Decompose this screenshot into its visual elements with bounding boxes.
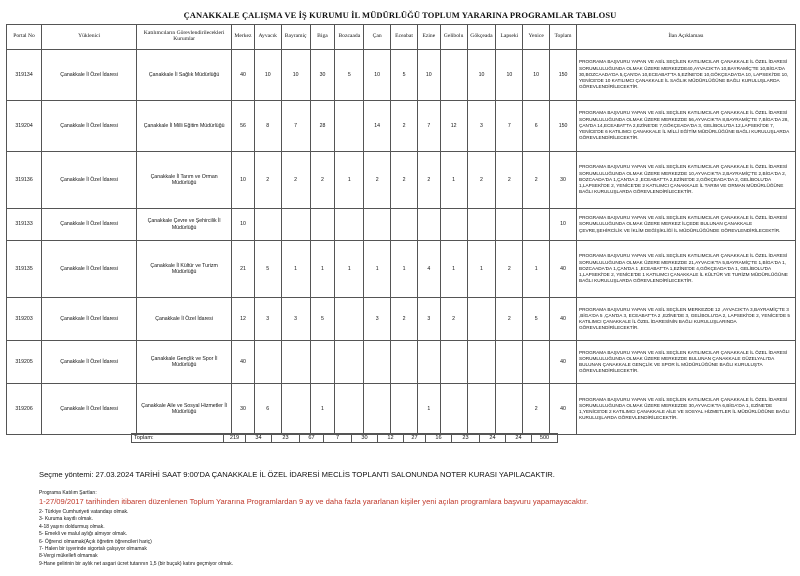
district-count-cell: 2 (417, 152, 440, 209)
contractor-cell: Çanakkale İl Özel İdaresi (42, 209, 137, 241)
district-total-cell: 12 (378, 434, 404, 443)
district-count-cell: 2 (523, 152, 550, 209)
district-count-cell (391, 341, 418, 384)
district-count-cell (467, 298, 496, 341)
district-count-cell (467, 209, 496, 241)
district-total-cell: 24 (480, 434, 506, 443)
institution-cell: Çanakkale İl Sağlık Müdürlüğü (137, 50, 232, 101)
contractor-cell: Çanakkale İl Özel İdaresi (42, 384, 137, 435)
condition-item: 3- Kuruma kayıtlı olmak. (39, 516, 93, 523)
district-count-cell: 30 (310, 50, 335, 101)
district-count-cell: 6 (523, 101, 550, 152)
contractor-cell: Çanakkale İl Özel İdaresi (42, 241, 137, 298)
institution-cell: Çanakkale İl Tarım ve Orman Müdürlüğü (137, 152, 232, 209)
district-total-cell: 16 (426, 434, 452, 443)
district-count-cell (335, 384, 364, 435)
district-count-cell: 14 (364, 101, 391, 152)
district-count-cell: 2 (467, 152, 496, 209)
district-count-cell (254, 209, 281, 241)
district-count-cell (335, 298, 364, 341)
district-total-cell: 219 (224, 434, 246, 443)
district-count-cell (417, 209, 440, 241)
district-count-cell (440, 384, 467, 435)
description-cell: PROGRAMA BAŞVURU YAPAN VE ASİL SEÇİLEN KATILIMCILAR ÇANAKKALE İL ÖZEL İDARESİ SORUMLULUĞUNDA OLMAK ÜZERE MERKEZDE 56,AYVACIK'TA 8,BAYRAMİÇ'TE 7,BİGA'DA 28, ÇAN'DA 14,ECEABAT'TA 2,EZİNE'DE 7,GÖKÇEADA'DA 3, GELİBOLU'DA 12,LAPSEKİ'DE 7, YENİCE'DE 6 KATILIMCI ÇANAKKALE İL MİLLİ EĞİTİM MÜDÜRLÜĞÜNE BAĞLI KURULUŞLARDA GÖREVLENDİRİLECEKTİR. (576, 101, 795, 152)
district-count-cell (496, 384, 523, 435)
district-count-cell (364, 341, 391, 384)
district-count-cell: 2 (254, 152, 281, 209)
district-count-cell: 2 (496, 241, 523, 298)
district-count-cell: 10 (232, 152, 255, 209)
district-count-cell (440, 341, 467, 384)
district-count-cell (364, 384, 391, 435)
district-count-cell: 1 (523, 241, 550, 298)
district-count-cell: 1 (335, 152, 364, 209)
district-count-cell (281, 384, 310, 435)
selection-method: Seçme yöntemi: 27.03.2024 TARİHİ SAAT 9:00'DA ÇANAKKALE İL ÖZEL İDARESİ MECLİS TOPLANTI SALONUNDA NOTER KURASI YAPILACAKTIR. (39, 470, 555, 479)
district-count-cell (467, 341, 496, 384)
row-total-cell: 40 (550, 384, 577, 435)
contractor-cell: Çanakkale İl Özel İdaresi (42, 341, 137, 384)
table-header-row (7, 25, 796, 50)
column-header: Gökçeada (467, 25, 496, 50)
district-total-cell: 34 (246, 434, 272, 443)
description-cell: PROGRAMA BAŞVURU YAPAN VE ASİL SEÇİLEN KATILIMCILAR ÇANAKKALE İL ÖZEL İDARESİ SORUMLULUĞUNDA OLMAK ÜZERE MERKEZDE 30,AYVACIK'TA 6,BİGA'DA 1, EZİNE'DE 1,YENİCE'DE 2 KATILIMCI ÇANAKKALE AİLE VE SOSYAL HİZMETLER İL MÜDÜRLÜĞÜNE BAĞLI KURULUŞLARDA GÖREVLENDİRİLECEKTİR. (576, 384, 795, 435)
portal-no-cell: 319204 (7, 101, 42, 152)
totals-label: Toplam: (132, 434, 224, 443)
district-count-cell: 6 (254, 384, 281, 435)
district-count-cell: 1 (335, 241, 364, 298)
district-count-cell: 1 (440, 241, 467, 298)
district-count-cell: 2 (391, 298, 418, 341)
district-count-cell (335, 101, 364, 152)
district-count-cell (364, 209, 391, 241)
district-count-cell: 3 (364, 298, 391, 341)
district-total-cell: 7 (324, 434, 352, 443)
district-count-cell (254, 341, 281, 384)
column-header: Yenice (523, 25, 550, 50)
condition-item: 4-18 yaşını doldurmuş olmak. (39, 523, 105, 530)
portal-no-cell: 319133 (7, 209, 42, 241)
condition-item: 5- Emekli ve malul aylığı almıyor olmak. (39, 531, 128, 538)
district-count-cell: 12 (232, 298, 255, 341)
district-count-cell: 40 (232, 341, 255, 384)
district-count-cell (467, 384, 496, 435)
column-header: Biga (310, 25, 335, 50)
district-count-cell: 4 (417, 241, 440, 298)
district-total-cell: 30 (352, 434, 378, 443)
condition-item: 8-Vergi mükellefi olmamak (39, 553, 98, 560)
description-cell: PROGRAMA BAŞVURU YAPAN VE ASİL SEÇİLEN MERKEZDE 12 ,AYVACIK'TA 3,BAYRAMİÇ'TE 3 ,BİGA'DA 5 ,ÇAN'DA 3, ECEABAT'TA 2 ,EZİNE'DE 3, GELİBOLU'DA 2, LAPSEKİ'DE 2, YENİCE'DE 5 KATILIMCI ÇANAKKALE İL ÖZEL İDARESİNİN BAĞLI KURULUŞLARINDA GÖREVLENDİRİLECEKTİR. (576, 298, 795, 341)
district-count-cell: 2 (496, 152, 523, 209)
district-count-cell: 2 (281, 152, 310, 209)
district-count-cell: 5 (310, 298, 335, 341)
condition-item: 6- Öğrenci olmamak(Açık öğretim öğrencileri hariç) (39, 538, 152, 545)
district-count-cell: 8 (254, 101, 281, 152)
column-header: Gelibolu (440, 25, 467, 50)
column-header: Toplam (550, 25, 577, 50)
district-count-cell: 2 (391, 101, 418, 152)
institution-cell: Çanakkale Aile ve Sosyal Hizmetler İl Müdürlüğü (137, 384, 232, 435)
portal-no-cell: 319203 (7, 298, 42, 341)
district-count-cell: 10 (254, 50, 281, 101)
district-count-cell: 1 (391, 241, 418, 298)
district-count-cell: 56 (232, 101, 255, 152)
district-count-cell (310, 209, 335, 241)
contractor-cell: Çanakkale İl Özel İdaresi (42, 101, 137, 152)
description-cell: PROGRAMA BAŞVURU YAPAN VE ASİL SEÇİLEN KATILIMCILAR ÇANAKKALE İL ÖZEL İDARESİ SORUMLULUĞUNDA OLMAK ÜZERE MERKEZDE 10,AYVACIK'TA 2,BAYRAMİÇ'TE 2,BİGA'DA 2, BOZCAADA'DA 1,ÇAN'DA 2 ,ECEABAT'TA 2,EZİNE'DE 2,GÖKÇEADA'DA 2, GELİBOLU'DA 1,LAPSEKİ'DE 2, YENİCE'DE 2 KATILIMCI ÇANAKKALE İL TARIM VE ORMAN MÜDÜRLÜĞÜNE BAĞLI KURULUŞLARDA GÖREVLENDİRİLECEKTİR. (576, 152, 795, 209)
conditions-list (39, 509, 233, 568)
column-header: Portal No (7, 25, 42, 50)
district-count-cell: 3 (417, 298, 440, 341)
table-row (7, 298, 796, 341)
district-count-cell: 1 (364, 241, 391, 298)
portal-no-cell: 319135 (7, 241, 42, 298)
table-row (7, 152, 796, 209)
contractor-cell: Çanakkale İl Özel İdaresi (42, 50, 137, 101)
district-count-cell: 10 (467, 50, 496, 101)
district-count-cell: 7 (417, 101, 440, 152)
row-total-cell: 30 (550, 152, 577, 209)
district-count-cell: 3 (281, 298, 310, 341)
district-count-cell (440, 50, 467, 101)
portal-no-cell: 319134 (7, 50, 42, 101)
description-cell: PROGRAMA BAŞVURU YAPAN VE ASİL SEÇİLEN KATILIMCILAR ÇANAKKALE İL ÖZEL İDARESİ SORUMLULUĞUNDA OLMAK ÜZERE MERKEZ İLÇEDE BULUNAN ÇANAKKALE ÇEVRE,ŞEHİRCİLİK VE İKLİM DEĞİŞİKLİĞİ İL MÜDÜRLÜĞÜNDE GÖREVLENDİRİLECEKTİR. (576, 209, 795, 241)
condition-item: 9-Hane gelirinin bir aylık net asgari ücret tutarının 1,5 (bir buçuk) katını geçmiyor olmak. (39, 560, 233, 567)
district-count-cell: 10 (281, 50, 310, 101)
district-count-cell (496, 209, 523, 241)
district-total-cell: 23 (272, 434, 300, 443)
district-count-cell (417, 341, 440, 384)
page-title: ÇANAKKALE ÇALIŞMA VE İŞ KURUMU İL MÜDÜRLÜĞÜ TOPLUM YARARINA PROGRAMLAR TABLOSU (183, 10, 617, 20)
conditions-highlight: 1-27/09/2017 tarihinden itibaren düzenlenen Toplum Yararına Programlardan 9 ay ve daha fazla yararlanan kişiler yeni açılan programlara başvuru yapamayacaktır. (39, 497, 589, 506)
totals-row (132, 434, 558, 443)
totals-table (131, 433, 558, 443)
district-count-cell: 10 (232, 209, 255, 241)
row-total-cell: 40 (550, 241, 577, 298)
portal-no-cell: 319136 (7, 152, 42, 209)
district-count-cell: 1 (281, 241, 310, 298)
district-count-cell: 5 (523, 298, 550, 341)
description-cell: PROGRAMA BAŞVURU YAPAN VE ASİL SEÇİLEN KATILIMCILAR ÇANAKKALE İL ÖZEL İDARESİ SORUMLULUĞUNDA OLMAK ÜZERE MERKEZDE 21,AYVACIK'TA 5,BAYRAMİÇ'TE 1,BİGA'DA 1, BOZCAADA'DA 1,ÇAN'DA 1 ,ECEABAT'TA 1,EZİNE'DE 4,GÖKÇEADA'DA 1, GELİBOLU'DA 1,LAPSEKİ'DE 2, YENİCE'DE 1 KATILIMCI ÇANAKKALE İL KÜLTÜR VE TURİZM MÜDÜRLÜĞÜNE BAĞLI KURULUŞLARDA GÖREVLENDİRİLECEKTİR. (576, 241, 795, 298)
column-header: Katılımcıların Görevlendirilecekleri Kurumlar (137, 25, 232, 50)
district-count-cell (440, 209, 467, 241)
district-count-cell: 40 (232, 50, 255, 101)
district-count-cell (523, 341, 550, 384)
district-count-cell: 28 (310, 101, 335, 152)
district-count-cell: 3 (254, 298, 281, 341)
district-count-cell (281, 341, 310, 384)
row-total-cell: 150 (550, 50, 577, 101)
district-count-cell (523, 209, 550, 241)
column-header: Lapseki (496, 25, 523, 50)
district-count-cell: 2 (391, 152, 418, 209)
district-count-cell (335, 341, 364, 384)
conditions-title: Programa Katılım Şartları: (39, 490, 97, 496)
column-header: Çan (364, 25, 391, 50)
column-header: Ezine (417, 25, 440, 50)
district-count-cell: 10 (417, 50, 440, 101)
table-row (7, 341, 796, 384)
district-count-cell: 10 (496, 50, 523, 101)
column-header: Ayvacık (254, 25, 281, 50)
district-total-cell: 67 (300, 434, 324, 443)
row-total-cell: 40 (550, 298, 577, 341)
description-cell: PROGRAMA BAŞVURU YAPAN VE ASİL SEÇİLEN KATILIMCILAR ÇANAKKALE İL ÖZEL İDARESİ SORUMLULUĞUNDA OLMAK ÜZERE MERKEZDE40,AYVACIK'TA 10,BAYRAMİÇ'TE 10,BİGA'DA 30,BOZCAADA'DA 5,ÇAN'DA 10,ECEABAT'TA 5,EZİNE'DE 10,GÖKÇEADA'DA 10, LAPSEKİ'DE 10, YENİCE'DE 10 KATILIMCI ÇANAKKALE İL SAĞLIK MÜDÜRLÜĞÜNE BAĞLI KURULUŞLARDA GÖREVLENDİRİLECEKTİR. (576, 50, 795, 101)
table-row (7, 384, 796, 435)
portal-no-cell: 319205 (7, 341, 42, 384)
column-header: Merkez (232, 25, 255, 50)
district-count-cell: 1 (310, 384, 335, 435)
district-count-cell: 30 (232, 384, 255, 435)
district-count-cell (310, 341, 335, 384)
district-count-cell: 10 (523, 50, 550, 101)
district-count-cell: 1 (467, 241, 496, 298)
district-count-cell (391, 384, 418, 435)
district-total-cell: 23 (452, 434, 480, 443)
condition-item: 2- Türkiye Cumhuriyeti vatandaşı olmak. (39, 509, 129, 515)
institution-cell: Çanakkale İl Özel İdaresi (137, 298, 232, 341)
institution-cell: Çanakkale Gençlik ve Spor İl Müdürlüğü (137, 341, 232, 384)
district-count-cell: 10 (364, 50, 391, 101)
district-count-cell (335, 209, 364, 241)
district-count-cell (391, 209, 418, 241)
district-count-cell: 3 (467, 101, 496, 152)
institution-cell: Çanakkale Çevre ve Şehircilik İl Müdürlüğü (137, 209, 232, 241)
table-row (7, 101, 796, 152)
district-count-cell: 2 (310, 152, 335, 209)
district-count-cell: 7 (281, 101, 310, 152)
district-count-cell: 7 (496, 101, 523, 152)
portal-no-cell: 319206 (7, 384, 42, 435)
column-header: Bayramiç (281, 25, 310, 50)
row-total-cell: 150 (550, 101, 577, 152)
contractor-cell: Çanakkale İl Özel İdaresi (42, 298, 137, 341)
district-count-cell: 21 (232, 241, 255, 298)
district-count-cell: 1 (310, 241, 335, 298)
table-row (7, 50, 796, 101)
programs-table (6, 24, 796, 435)
district-count-cell: 2 (496, 298, 523, 341)
contractor-cell: Çanakkale İl Özel İdaresi (42, 152, 137, 209)
column-header: Bozcaada (335, 25, 364, 50)
institution-cell: Çanakkale İl Kültür ve Turizm Müdürlüğü (137, 241, 232, 298)
column-header: Yüklenici (42, 25, 137, 50)
table-row (7, 209, 796, 241)
institution-cell: Çanakkale İl Milli Eğitim Müdürlüğü (137, 101, 232, 152)
district-total-cell: 27 (404, 434, 426, 443)
district-count-cell (281, 209, 310, 241)
row-total-cell: 10 (550, 209, 577, 241)
condition-item: 7- Halen bir işyerinde sigortalı çalışıyor olmamak (39, 546, 147, 553)
district-count-cell: 12 (440, 101, 467, 152)
table-row (7, 241, 796, 298)
district-count-cell: 2 (364, 152, 391, 209)
column-header: Eceabat (391, 25, 418, 50)
district-count-cell: 1 (417, 384, 440, 435)
district-total-cell: 24 (506, 434, 532, 443)
district-count-cell: 5 (391, 50, 418, 101)
district-count-cell: 5 (335, 50, 364, 101)
district-count-cell: 1 (440, 152, 467, 209)
district-count-cell (496, 341, 523, 384)
column-header: İlan Açıklaması (576, 25, 795, 50)
grand-total-cell: 500 (532, 434, 558, 443)
description-cell: PROGRAMA BAŞVURU YAPAN VE ASİL SEÇİLEN KATILIMCILAR ÇANAKKALE İL ÖZEL İDARESİ SORUMLULUĞUNDA OLMAK ÜZERE MERKEZDE BULUNAN ÇANAKKALE GÜZELYALI'DA BULUNAN ÇANAKKALE GENÇLİK VE SPOR İL MÜDÜRLÜĞÜNE BAĞLI KURULUŞTA GÖREVLENDİRİLECEKTİR. (576, 341, 795, 384)
district-count-cell: 5 (254, 241, 281, 298)
row-total-cell: 40 (550, 341, 577, 384)
district-count-cell: 2 (440, 298, 467, 341)
district-count-cell: 2 (523, 384, 550, 435)
